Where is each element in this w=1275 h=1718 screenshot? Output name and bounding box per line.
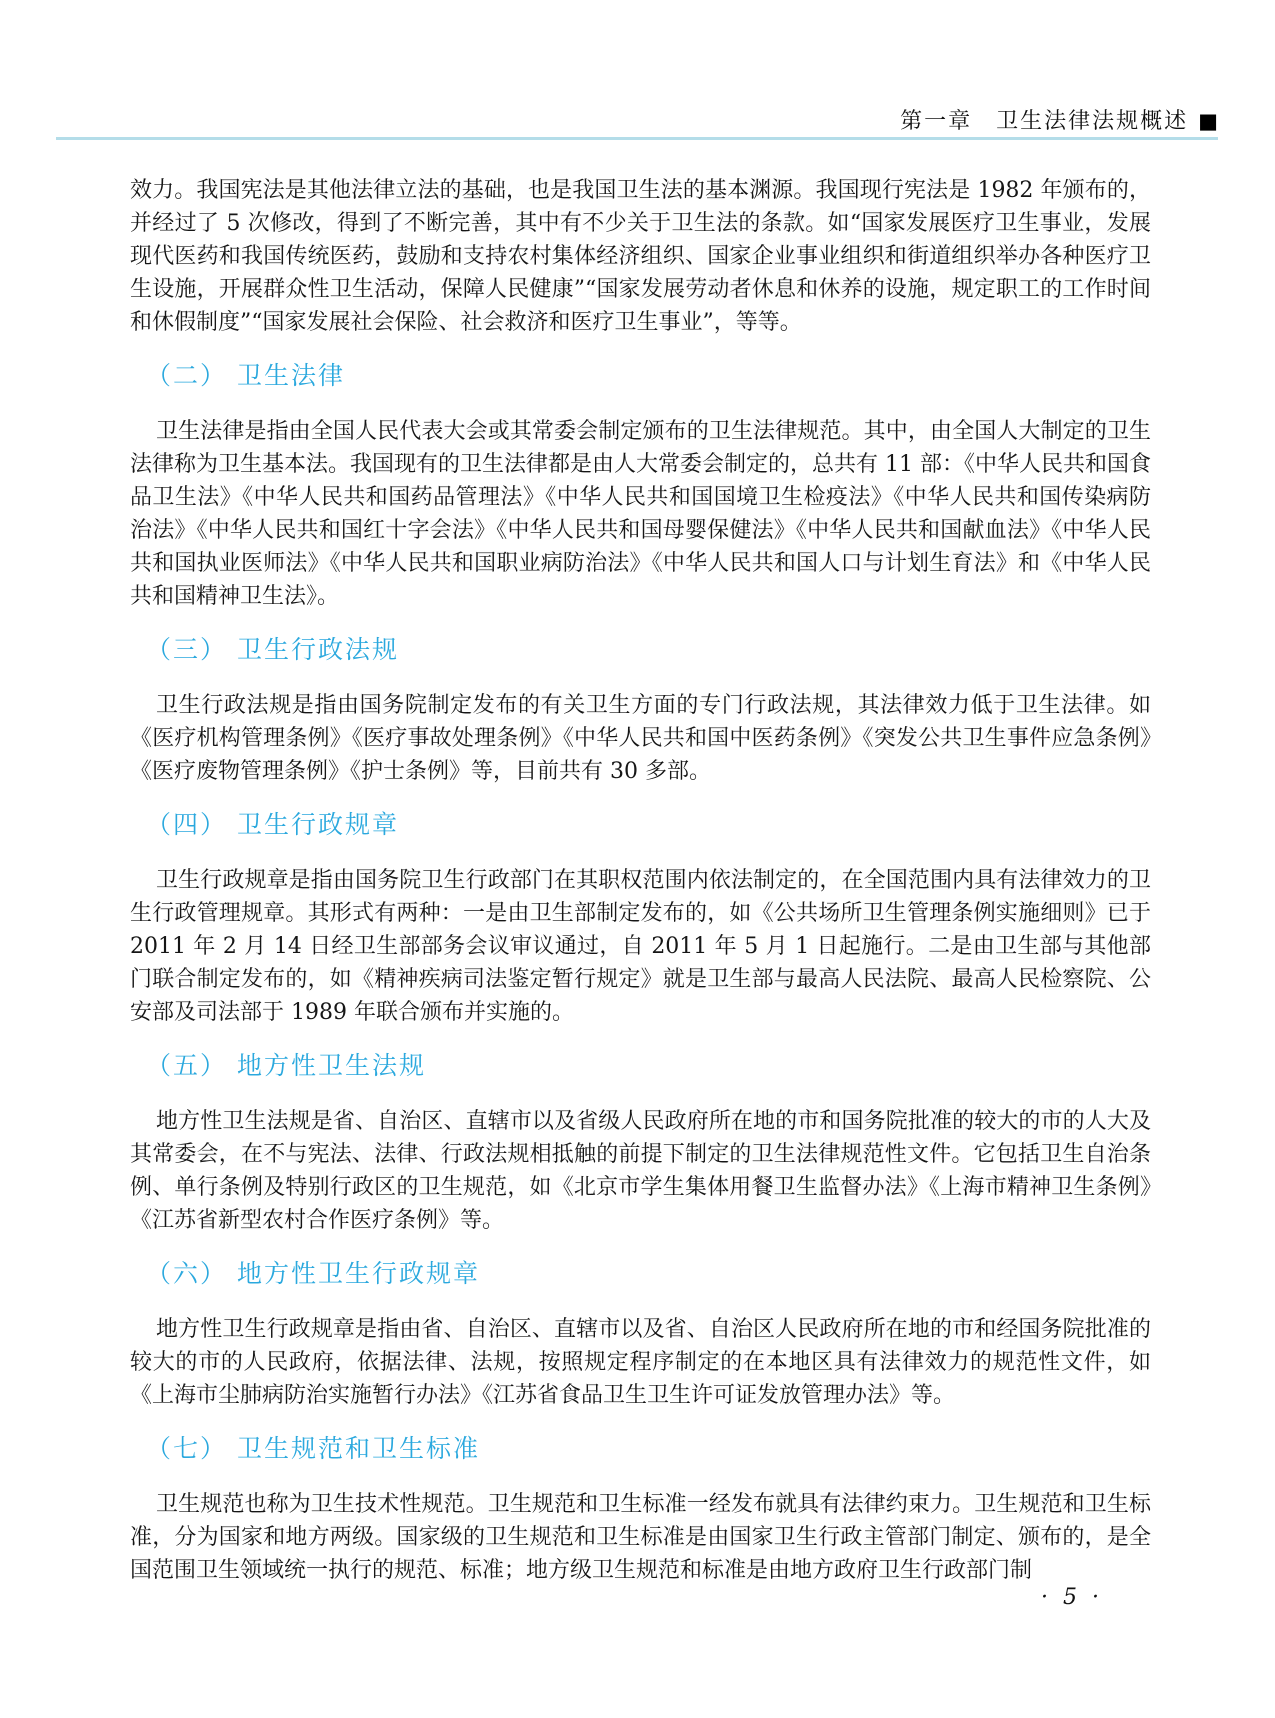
section-paragraph-5: 地方性卫生法规是省、自治区、直辖市以及省级人民政府所在地的市和国务院批准的较大的市的人大及其常委会，在不与宪法、法律、行政法规相抵触的前提下制定的卫生法律规范性文件。它包括卫生自治条例、单行条例及特别行政区的卫生规范，如《北京市学生集体用餐卫生监督办法》《上海市精神卫生条例》《江苏省新型农村合作医疗条例》等。 xyxy=(130,1109,1151,1233)
section-heading-2: （二） 卫生法律 xyxy=(146,361,345,390)
section-paragraph-4: 卫生行政规章是指由国务院卫生行政部门在其职权范围内依法制定的，在全国范围内具有法律效力的卫生行政管理规章。其形式有两种：一是由卫生部制定发布的，如《公共场所卫生管理条例实施细则》已于 2011 年 2 月 14 日经卫生部部务会议审议通过，自 2011 年 5 月 1 日起施行。二是由卫生部与其他部门联合制定发布的，如《精神疾病司法鉴定暂行规定》就是卫生部与最高人民法院、最高人民检察院、公安部及司法部于 1989 年联合颁布并实施的。 xyxy=(130,868,1151,1025)
section-heading-4: （四） 卫生行政规章 xyxy=(146,810,399,839)
section-heading-5: （五） 地方性卫生法规 xyxy=(146,1051,426,1080)
section-paragraph-2: 卫生法律是指由全国人民代表大会或其常委会制定颁布的卫生法律规范。其中，由全国人大制定的卫生法律称为卫生基本法。我国现有的卫生法律都是由人大常委会制定的，总共有 11 部：《中华人民共和国食品卫生法》《中华人民共和国药品管理法》《中华人民共和国国境卫生检疫法》《中华人民共和国传染病防治法》《中华人民共和国红十字会法》《中华人民共和国母婴保健法》《中华人民共和国献血法》《中华人民共和国执业医师法》《中华人民共和国职业病防治法》《中华人民共和国人口与计划生育法》和《中华人民共和国精神卫生法》。 xyxy=(130,419,1151,609)
section-paragraph-3: 卫生行政法规是指由国务院制定发布的有关卫生方面的专门行政法规，其法律效力低于卫生法律。如《医疗机构管理条例》《医疗事故处理条例》《中华人民共和国中医药条例》《突发公共卫生事件应急条例》《医疗废物管理条例》《护士条例》等，目前共有 30 多部。 xyxy=(130,693,1151,784)
section-heading-6: （六） 地方性卫生行政规章 xyxy=(146,1259,480,1288)
section-paragraph-6: 地方性卫生行政规章是指由省、自治区、直辖市以及省、自治区人民政府所在地的市和经国务院批准的较大的市的人民政府，依据法律、法规，按照规定程序制定的在本地区具有法律效力的规范性文件，如《上海市尘肺病防治实施暂行办法》《江苏省食品卫生卫生许可证发放管理办法》等。 xyxy=(130,1317,1151,1408)
page-header xyxy=(56,106,1218,136)
page-number: · 5 · xyxy=(1041,1585,1103,1610)
section-heading-3: （三） 卫生行政法规 xyxy=(146,635,399,664)
header-rule xyxy=(56,137,1218,140)
page-content xyxy=(130,174,1151,1587)
running-head: 第一章 卫生法律法规概述 xyxy=(900,109,1189,134)
chapter-square-marker: ■ xyxy=(1198,109,1218,133)
section-heading-7: （七） 卫生规范和卫生标准 xyxy=(146,1434,480,1463)
section-paragraph-7: 卫生规范也称为卫生技术性规范。卫生规范和卫生标准一经发布就具有法律约束力。卫生规范和卫生标准，分为国家和地方两级。国家级的卫生规范和卫生标准是由国家卫生行政主管部门制定、颁布的，是全国范围卫生领域统一执行的规范、标准；地方级卫生规范和标准是由地方政府卫生行政部门制 xyxy=(130,1492,1151,1583)
paragraph-continuation: 效力。我国宪法是其他法律立法的基础，也是我国卫生法的基本渊源。我国现行宪法是 1982 年颁布的，并经过了 5 次修改，得到了不断完善，其中有不少关于卫生法的条款。如“国家发展医疗卫生事业，发展现代医药和我国传统医药，鼓励和支持农村集体经济组织、国家企业事业组织和街道组织举办各种医疗卫生设施，开展群众性卫生活动，保障人民健康”“国家发展劳动者休息和休养的设施，规定职工的工作时间和休假制度”“国家发展社会保险、社会救济和医疗卫生事业”，等等。 xyxy=(130,178,1151,335)
